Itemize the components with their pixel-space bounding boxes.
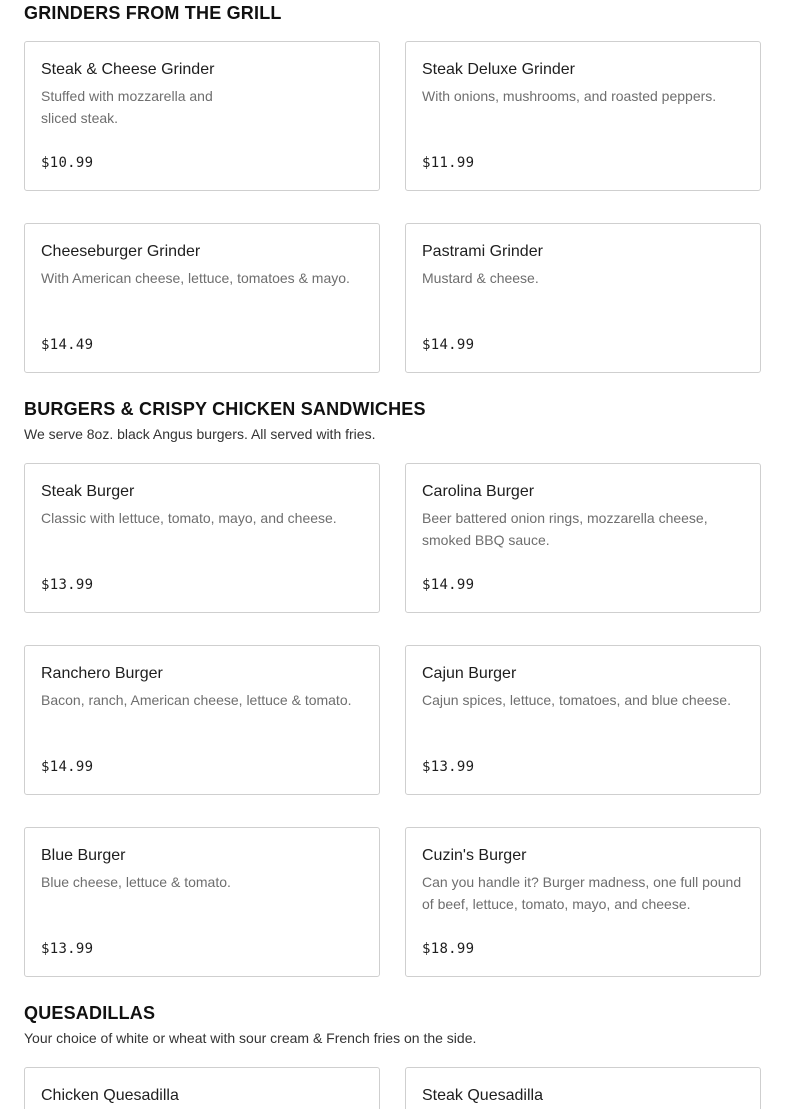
item-price: $13.99: [41, 577, 94, 593]
menu-item-card[interactable]: [24, 463, 380, 613]
item-name: Steak Deluxe Grinder: [422, 61, 575, 78]
section-quesadillas: [24, 1002, 761, 1047]
item-name: Cheeseburger Grinder: [41, 243, 201, 260]
item-description: With American cheese, lettuce, tomatoes & mayo.: [41, 270, 350, 286]
menu-item-card[interactable]: [405, 463, 761, 613]
section-subtitle: Your choice of white or wheat with sour cream & French fries on the side.: [24, 1030, 477, 1046]
item-description: Blue cheese, lettuce & tomato.: [41, 874, 231, 890]
item-name: Steak Quesadilla: [422, 1087, 543, 1104]
item-price: $10.99: [41, 155, 94, 171]
menu-item-card[interactable]: [405, 41, 761, 191]
item-description: Mustard & cheese.: [422, 270, 539, 286]
section-grinders: [24, 2, 761, 24]
item-price: $18.99: [422, 941, 475, 957]
section-burgers: [24, 398, 761, 443]
menu-item-card[interactable]: [24, 41, 380, 191]
menu-item-card[interactable]: [24, 645, 380, 795]
grinders-grid: [24, 41, 761, 373]
menu-item-card[interactable]: [405, 223, 761, 373]
item-price: $14.99: [422, 577, 475, 593]
section-subtitle: We serve 8oz. black Angus burgers. All served with fries.: [24, 426, 376, 442]
item-price: $13.99: [41, 941, 94, 957]
item-description: Can you handle it? Burger madness, one full pound of beef, lettuce, tomato, mayo, and cheese.: [422, 874, 742, 912]
item-name: Steak Burger: [41, 483, 135, 500]
item-name: Ranchero Burger: [41, 665, 163, 682]
item-price: $11.99: [422, 155, 475, 171]
item-name: Cuzin's Burger: [422, 847, 527, 864]
item-name: Blue Burger: [41, 847, 126, 864]
item-price: $14.99: [41, 759, 94, 775]
burgers-grid: [24, 463, 761, 977]
item-description: Bacon, ranch, American cheese, lettuce & tomato.: [41, 692, 352, 708]
item-name: Pastrami Grinder: [422, 243, 543, 260]
item-description: Beer battered onion rings, mozzarella cheese, smoked BBQ sauce.: [422, 510, 708, 548]
item-price: $13.99: [422, 759, 475, 775]
menu-item-card[interactable]: [24, 1067, 380, 1109]
item-price: $14.99: [422, 337, 475, 353]
item-name: Cajun Burger: [422, 665, 517, 682]
item-name: Carolina Burger: [422, 483, 535, 500]
quesadillas-grid: [24, 1067, 761, 1109]
menu-item-card[interactable]: [24, 223, 380, 373]
section-title: QUESADILLAS: [24, 1003, 156, 1023]
menu-item-card[interactable]: [405, 827, 761, 977]
section-title: GRINDERS FROM THE GRILL: [24, 3, 282, 23]
item-name: Steak & Cheese Grinder: [41, 61, 215, 78]
menu-item-card[interactable]: [405, 1067, 761, 1109]
item-price: $14.49: [41, 337, 94, 353]
item-name: Chicken Quesadilla: [41, 1087, 179, 1104]
item-description: Stuffed with mozzarella and sliced steak.: [41, 88, 213, 126]
menu-item-card[interactable]: [405, 645, 761, 795]
section-title: BURGERS & CRISPY CHICKEN SANDWICHES: [24, 399, 426, 419]
item-description: With onions, mushrooms, and roasted peppers.: [422, 88, 717, 104]
item-description: Cajun spices, lettuce, tomatoes, and blue cheese.: [422, 692, 731, 708]
item-description: Classic with lettuce, tomato, mayo, and cheese.: [41, 510, 337, 526]
menu-item-card[interactable]: [24, 827, 380, 977]
